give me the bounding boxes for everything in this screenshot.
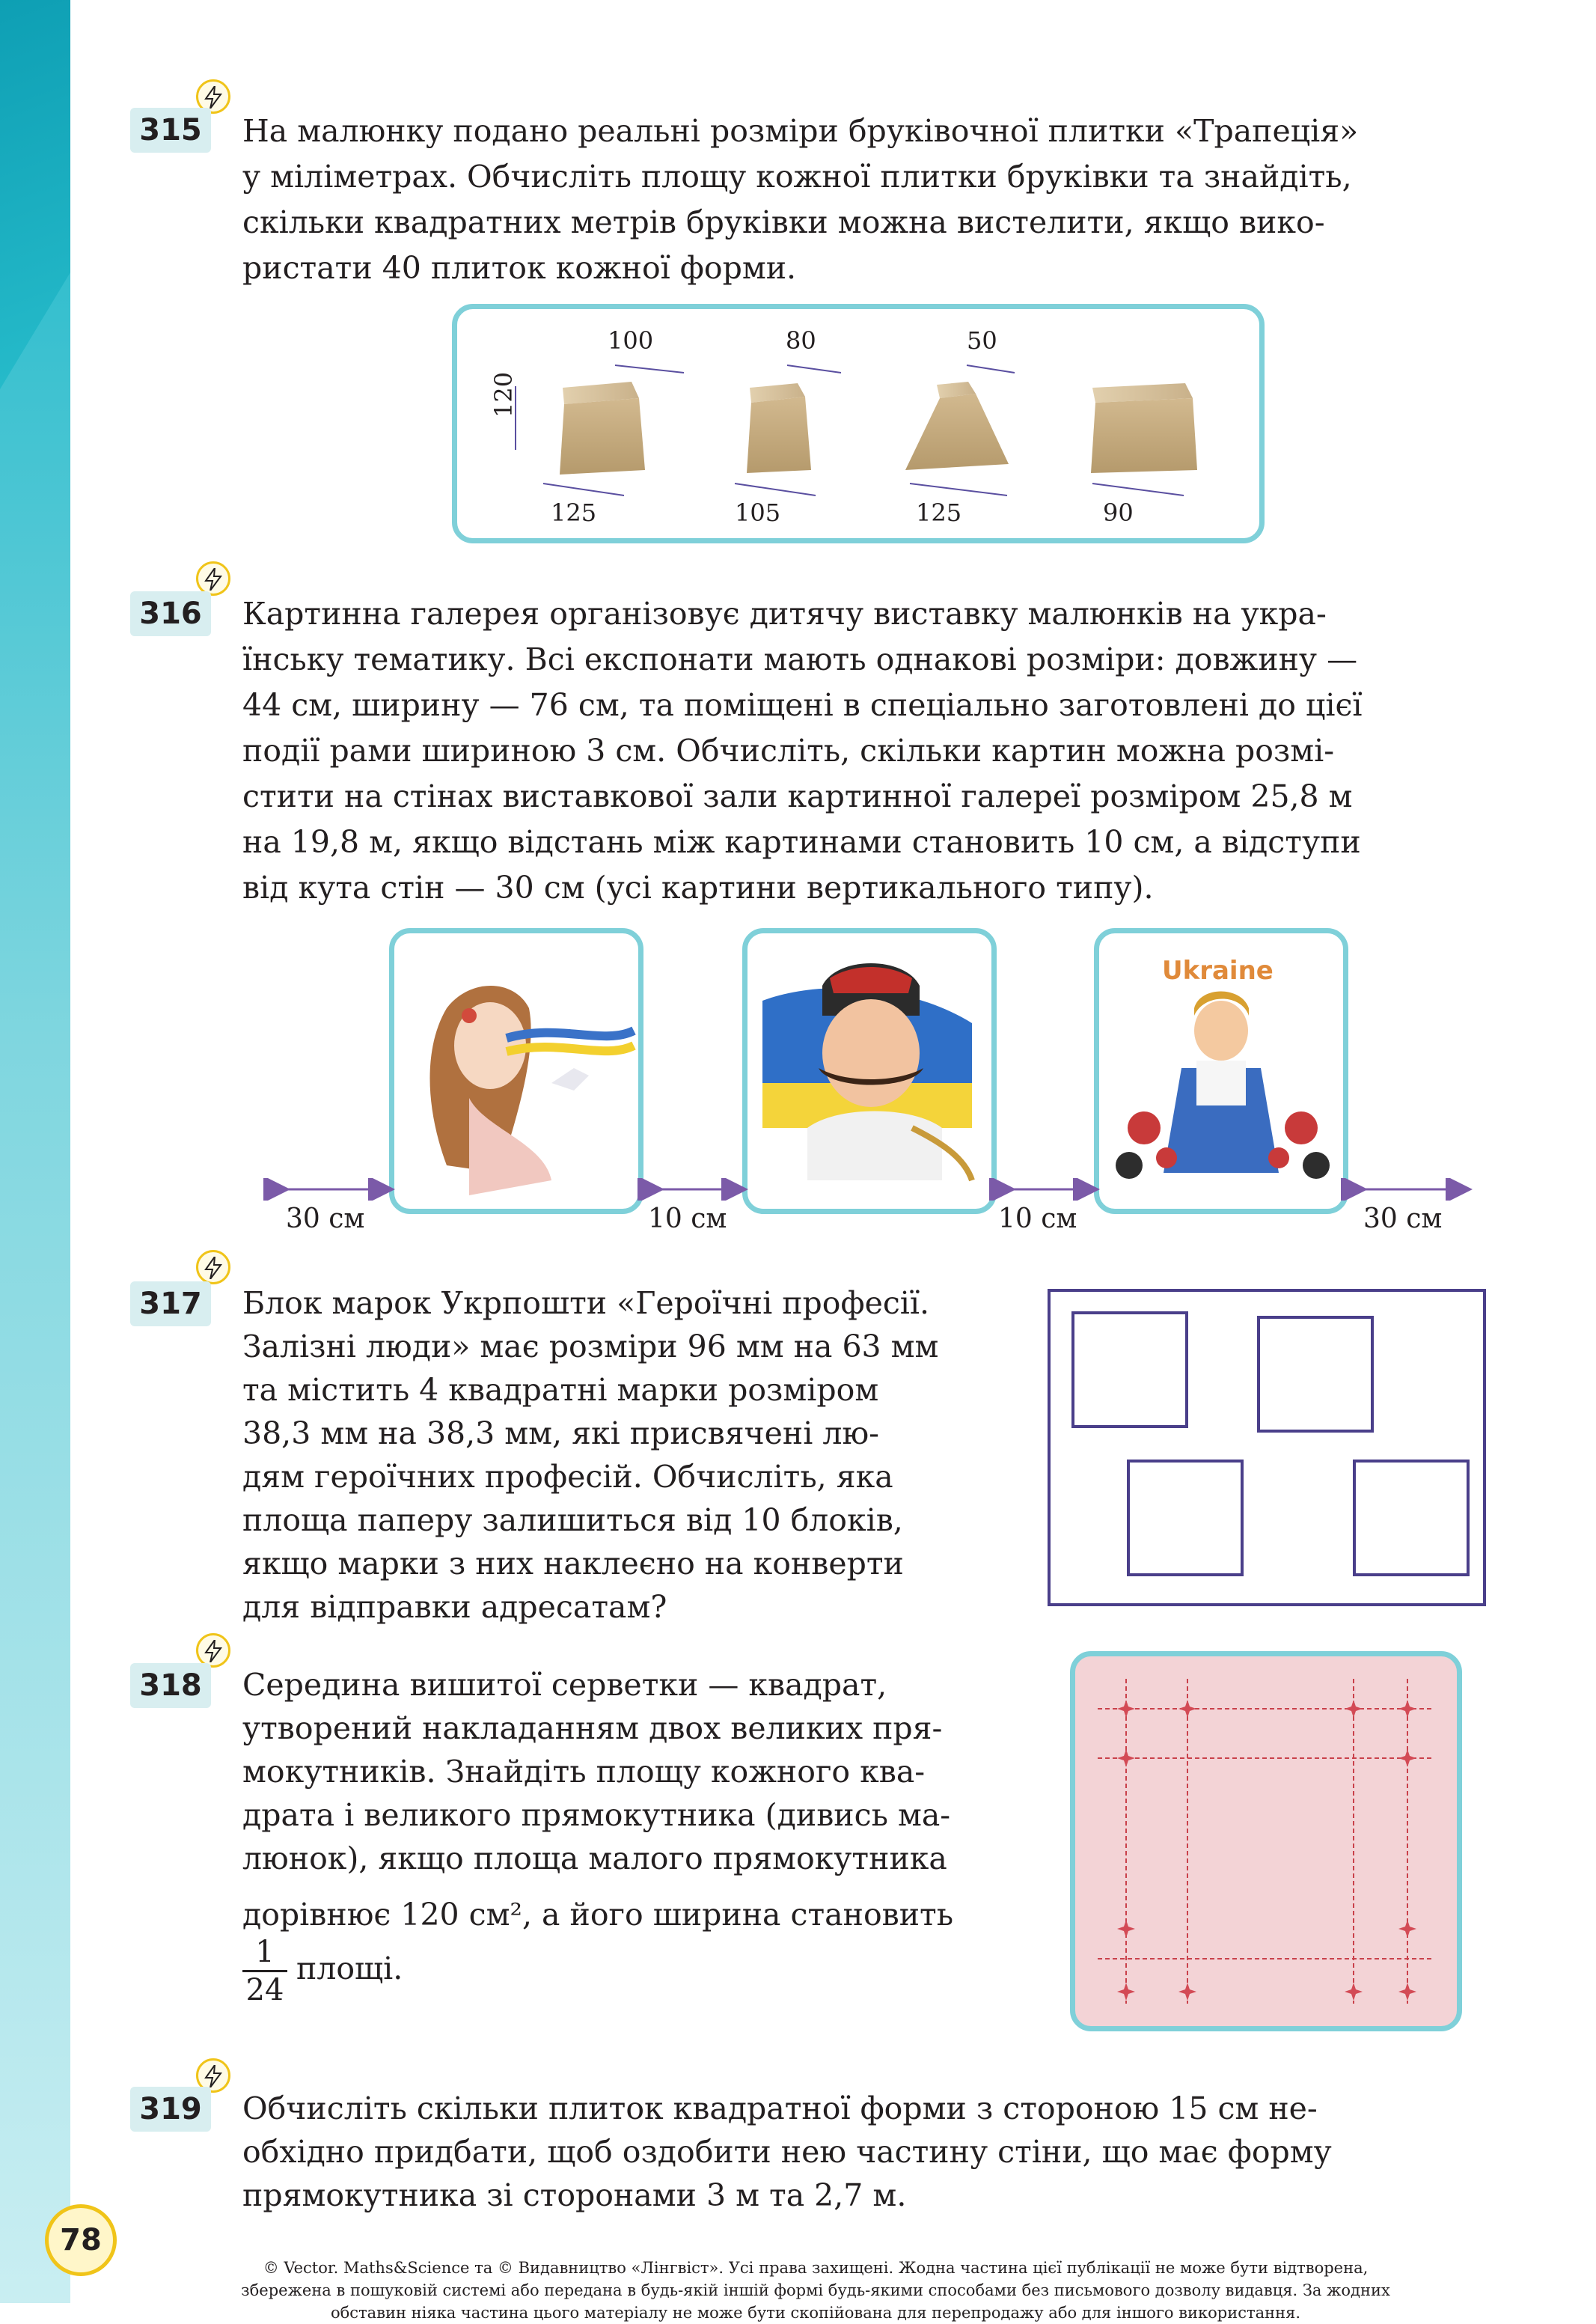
copyright-line: збережена в пошуковій системі або передана в будь-якій іншій формі будь-якими способами без письмового дозволу видавця. За жодних — [241, 2281, 1390, 2299]
copyright-notice — [112, 2257, 1519, 2324]
gallery-picture-ukraine-girl — [1094, 928, 1348, 1214]
text-line: драта і великого прямокутника (дивись ма- — [242, 1797, 951, 1833]
problem-316-text — [242, 591, 1492, 911]
fraction-denominator: 24 — [245, 1973, 284, 2007]
gallery-gap-label: 10 см — [648, 1204, 727, 1234]
lightning-icon — [196, 1250, 230, 1284]
text-line: площа паперу залишиться від 10 блоків, — [242, 1502, 903, 1538]
tile-bottom-label: 125 — [916, 498, 962, 527]
problem-number-318: 318 — [130, 1663, 211, 1708]
girl-picture-icon — [394, 933, 638, 1209]
tile-top-label: 50 — [967, 326, 997, 355]
text-line: скільки квадратних метрів бруківки можна вистелити, якщо вико- — [242, 204, 1325, 240]
problem-number-317: 317 — [130, 1281, 211, 1326]
tile-height-label: 120 — [489, 371, 518, 418]
text-line: Картинна галерея організовує дитячу виставку малюнків на укра- — [242, 596, 1327, 632]
page-sidebar — [0, 0, 70, 2303]
text-line: їнську тематику. Всі експонати мають однакові розміри: довжину — — [242, 641, 1358, 677]
copyright-line: обставин ніяка частина цього матеріалу не може бути скопійована для перепродажу або для іншого використання. — [330, 2304, 1301, 2322]
ukraine-picture-text: Ukraine — [1162, 956, 1274, 986]
problem-315-text — [242, 109, 1492, 291]
gallery-picture-cossack — [742, 928, 997, 1214]
cossack-picture-icon — [747, 933, 991, 1209]
problem-number-319: 319 — [130, 2087, 211, 2132]
gallery-gap-label: 30 см — [1363, 1204, 1443, 1234]
gallery-gap-label: 30 см — [286, 1204, 365, 1234]
copyright-line: © Vector. Maths&Science та © Видавництво «Лінгвіст». Усі права захищені. Жодна частина цієї публікації не може бути відтворена, — [263, 2259, 1369, 2277]
problem-318-text — [242, 1663, 1021, 1880]
text-line: Обчисліть скільки плиток квадратної форми з стороною 15 см не- — [242, 2090, 1318, 2126]
text-line: люнок), якщо площа малого прямокутника — [242, 1840, 947, 1876]
sidebar-shape — [0, 0, 70, 389]
text-line: від кута стін — 30 см (усі картини вертикального типу). — [242, 870, 1154, 906]
text-line: події рами шириною 3 см. Обчисліть, скільки картин можна розмі- — [242, 733, 1335, 769]
text-line: на 19,8 м, якщо відстань між картинами становить 10 см, а відступи — [242, 824, 1361, 860]
text-line: дям героїчних професій. Обчисліть, яка — [242, 1459, 893, 1495]
tile-top-label: 100 — [608, 326, 654, 355]
problem-number-316: 316 — [130, 591, 211, 636]
fraction-numerator: 1 — [242, 1934, 287, 1972]
text-line: прямокутника зі сторонами 3 м та 2,7 м. — [242, 2177, 907, 2213]
text-line: Залізні люди» має розміри 96 мм на 63 мм — [242, 1329, 939, 1364]
fraction — [242, 1934, 287, 2008]
gallery-gap-arrows — [254, 1178, 1482, 1201]
text-line: Блок марок Укрпошти «Героїчні професії. — [242, 1285, 930, 1321]
text-line: 38,3 мм на 38,3 мм, які присвячені лю- — [242, 1415, 879, 1451]
text-line: 44 см, ширину — 76 см, та поміщені в спеціально заготовлені до цієї — [242, 687, 1363, 723]
text-line: На малюнку подано реальні розміри бруківочної плитки «Трапеція» — [242, 113, 1359, 149]
problem-319-text — [242, 2087, 1492, 2217]
problem-317-text — [242, 1281, 1021, 1629]
problem-number-315: 315 — [130, 108, 211, 153]
text-line: утворений накладанням двох великих пря- — [242, 1710, 943, 1746]
problem-318-area-line: дорівнює 120 см², а його ширина становить — [242, 1897, 954, 1933]
text-line: та містить 4 квадратні марки розміром — [242, 1372, 879, 1408]
text-line: Середина вишитої серветки — квадрат, — [242, 1667, 887, 1703]
tile-top-label: 80 — [786, 326, 816, 355]
tile-bottom-label: 125 — [551, 498, 597, 527]
tile-bottom-label: 105 — [735, 498, 781, 527]
text-line: стити на стінах виставкової зали картинної галереї розміром 25,8 м — [242, 778, 1353, 814]
text-line: для відправки адресатам? — [242, 1589, 667, 1625]
stamp-block-figure — [1046, 1287, 1488, 1608]
text-line: у міліметрах. Обчисліть площу кожної плитки бруківки та знайдіть, — [242, 159, 1352, 195]
text-line: обхідно придбати, щоб оздобити нею частину стіни, що має форму — [242, 2134, 1332, 2170]
napkin-embroidery — [1075, 1656, 1457, 2026]
problem-318-tail: площі. — [296, 1951, 403, 1986]
page-number: 78 — [45, 2204, 117, 2276]
text-line: якщо марки з них наклеєно на конверти — [242, 1546, 904, 1582]
napkin-figure — [1070, 1651, 1462, 2031]
tile-bottom-label: 90 — [1103, 498, 1134, 527]
gallery-picture-girl — [389, 928, 643, 1214]
text-line: ристати 40 плиток кожної форми. — [242, 250, 797, 286]
text-line: мокутників. Знайдіть площу кожного ква- — [242, 1754, 926, 1790]
gallery-gap-label: 10 см — [998, 1204, 1077, 1234]
